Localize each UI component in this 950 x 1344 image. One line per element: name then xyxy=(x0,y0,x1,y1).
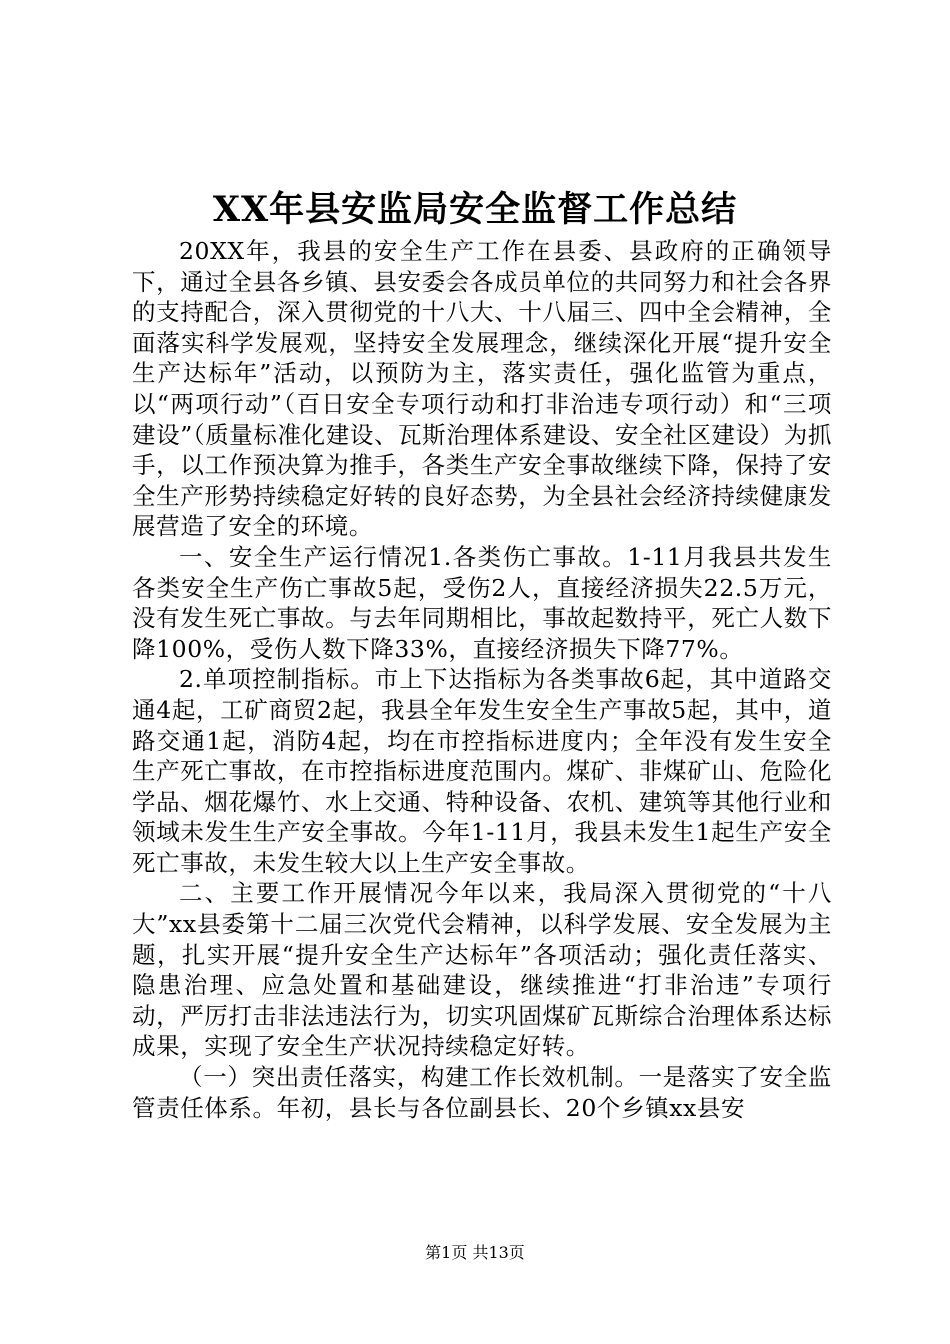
document-body xyxy=(132,236,832,1123)
paragraph-intro: 20XX年，我县的安全生产工作在县委、县政府的正确领导下，通过全县各乡镇、县安委会各成员单位的共同努力和社会各界的支持配合，深入贯彻党的十八大、十八届三、四中全会精神，全面落实科学发展观，坚持安全发展理念，继续深化开展“提升安全生产达标年”活动，以预防为主，落实责任，强化监管为重点，以“两项行动”（百日安全专项行动和打非治违专项行动）和“三项建设”（质量标准化建设、瓦斯治理体系建设、安全社区建设）为抓手，以工作预决算为推手，各类生产安全事故继续下降，保持了安全生产形势持续稳定好转的良好态势，为全县社会经济持续健康发展营造了安全的环境。 xyxy=(132,237,832,541)
paragraph-section-2: 二、主要工作开展情况今年以来，我局深入贯彻党的“十八大”xx县委第十二届三次党代会精神，以科学发展、安全发展为主题，扎实开展“提升安全生产达标年”各项活动；强化责任落实、隐患治理、应急处置和基础建设，继续推进“打非治违”专项行动，严厉打击非法违法行为，切实巩固煤矿瓦斯综合治理体系达标成果，实现了安全生产状况持续稳定好转。 xyxy=(132,879,832,1061)
paragraph-subsection-1: （一）突出责任落实，构建工作长效机制。一是落实了安全监管责任体系。年初，县长与各位副县长、20个乡镇xx县安 xyxy=(132,1063,832,1122)
paragraph-section-1: 一、安全生产运行情况1.各类伤亡事故。1-11月我县共发生各类安全生产伤亡事故5起，受伤2人，直接经济损失22.5万元，没有发生死亡事故。与去年同期相比，事故起数持平，死亡人数下降100%，受伤人数下降33%，直接经济损失下降77%。 xyxy=(132,542,832,663)
paragraph-control-indicators: 2.单项控制指标。市上下达指标为各类事故6起，其中道路交通4起，工矿商贸2起，我县全年发生安全生产事故5起，其中，道路交通1起，消防4起，均在市控指标进度内；全年没有发生安全生产死亡事故，在市控指标进度范围内。煤矿、非煤矿山、危险化学品、烟花爆竹、水上交通、特种设备、农机、建筑等其他行业和领域未发生生产安全事故。今年1-11月，我县未发生1起生产安全死亡事故，未发生较大以上生产安全事故。 xyxy=(132,665,832,877)
page-number-footer: 第1页 共13页 xyxy=(425,1243,525,1262)
document-title: XX年县安监局安全监督工作总结 xyxy=(212,189,738,230)
